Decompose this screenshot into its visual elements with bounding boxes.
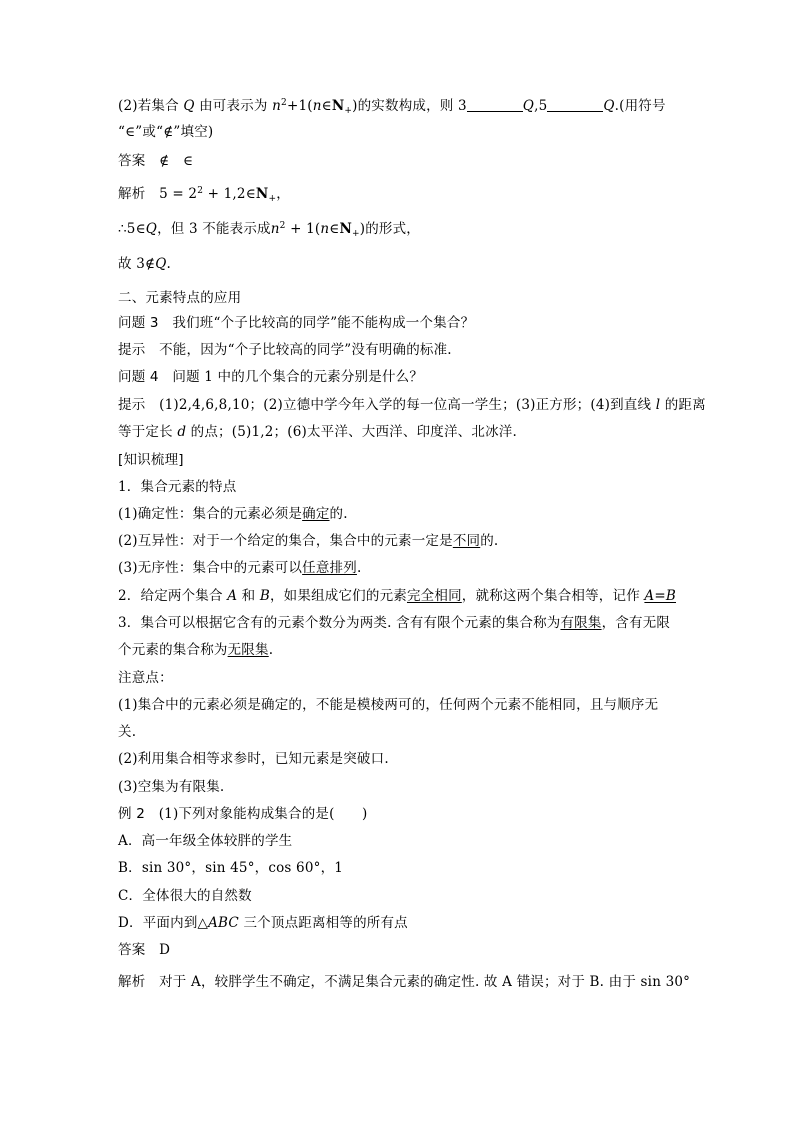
note-1-line-1: (1)集合中的元素必须是确定的，不能是模棱两可的，任何两个元素不能相同，且与顺序无 bbox=[118, 697, 659, 713]
answer-blank-2[interactable] bbox=[547, 97, 603, 112]
problem-3: 问题 3 我们班“个子比较高的同学”能不能构成一个集合？ bbox=[118, 315, 475, 331]
explanation-1: 解析 $5 = 2^2$ + $1,2\in N_+$， bbox=[118, 186, 290, 204]
example-2-question: 例 2 (1)下列对象能构成集合的是( ) bbox=[118, 806, 368, 822]
k1-determinacy: (1)确定性：集合的元素必须是确定的. bbox=[118, 506, 348, 522]
option-d: D．平面内到△ABC 三个顶点距离相等的所有点 bbox=[118, 915, 408, 931]
problem-4: 问题 4 问题 1 中的几个集合的元素分别是什么？ bbox=[118, 369, 424, 385]
question-2-line-1: (2)若集合 Q 由可表示为 $n^2+1(n\in N_+)$的实数构成，则 3 Q,5 Q.(用符号 bbox=[118, 98, 666, 116]
note-1-line-2: 关. bbox=[118, 724, 137, 740]
k1-distinctness: (2)互异性：对于一个给定的集合，集合中的元素一定是不同的. bbox=[118, 533, 499, 549]
note-2: (2)利用集合相等求参时，已知元素是突破口. bbox=[118, 751, 389, 767]
k1-unordered: (3)无序性：集合中的元素可以任意排列. bbox=[118, 560, 362, 576]
hint-4-line-1: 提示 (1)2,4,6,8,10；(2)立德中学今年入学的每一位高一学生；(3)正方形；(4)到直线 l 的距离 bbox=[118, 397, 706, 413]
explanation-1-line-3: 故 3∉Q. bbox=[118, 256, 171, 272]
note-3: (3)空集为有限集. bbox=[118, 779, 225, 795]
explanation-1-line-2: ∴5∈Q，但 3 不能表示成$n^2$ + $1(n\in N_+)$的形式， bbox=[118, 221, 421, 239]
section-2-title: 二、元素特点的应用 bbox=[118, 290, 242, 306]
k2-set-equality: 2．给定两个集合 A 和 B，如果组成它们的元素完全相同，就称这两个集合相等，记作 A=B bbox=[118, 588, 676, 604]
option-c: C．全体很大的自然数 bbox=[118, 888, 252, 904]
answer-1: 答案 ∉ ∈ bbox=[118, 153, 194, 169]
k3-set-types-line-2: 个元素的集合称为无限集. bbox=[118, 642, 274, 658]
question-2-line-2: “∈”或“∉”填空) bbox=[118, 124, 214, 140]
k3-set-types-line-1: 3．集合可以根据它含有的元素个数分为两类. 含有有限个元素的集合称为有限集，含有无限 bbox=[118, 615, 671, 631]
answer-blank-1[interactable] bbox=[467, 97, 523, 112]
option-a: A．高一年级全体较胖的学生 bbox=[118, 833, 293, 849]
k1-title: 1．集合元素的特点 bbox=[118, 479, 237, 495]
explanation-2: 解析 对于 A，较胖学生不确定，不满足集合元素的确定性. 故 A 错误；对于 B. 由于 sin 30° bbox=[118, 974, 691, 990]
note-title: 注意点： bbox=[118, 670, 173, 686]
answer-2: 答案 D bbox=[118, 942, 171, 958]
hint-4-line-2: 等于定长 d 的点；(5)1,2；(6)太平洋、大西洋、印度洋、北冰洋. bbox=[118, 424, 517, 440]
knowledge-title: [知识梳理] bbox=[118, 452, 184, 468]
option-b: B．sin 30°，sin 45°，cos 60°，1 bbox=[118, 860, 344, 876]
hint-3: 提示 不能，因为“个子比较高的同学”没有明确的标准. bbox=[118, 342, 452, 358]
